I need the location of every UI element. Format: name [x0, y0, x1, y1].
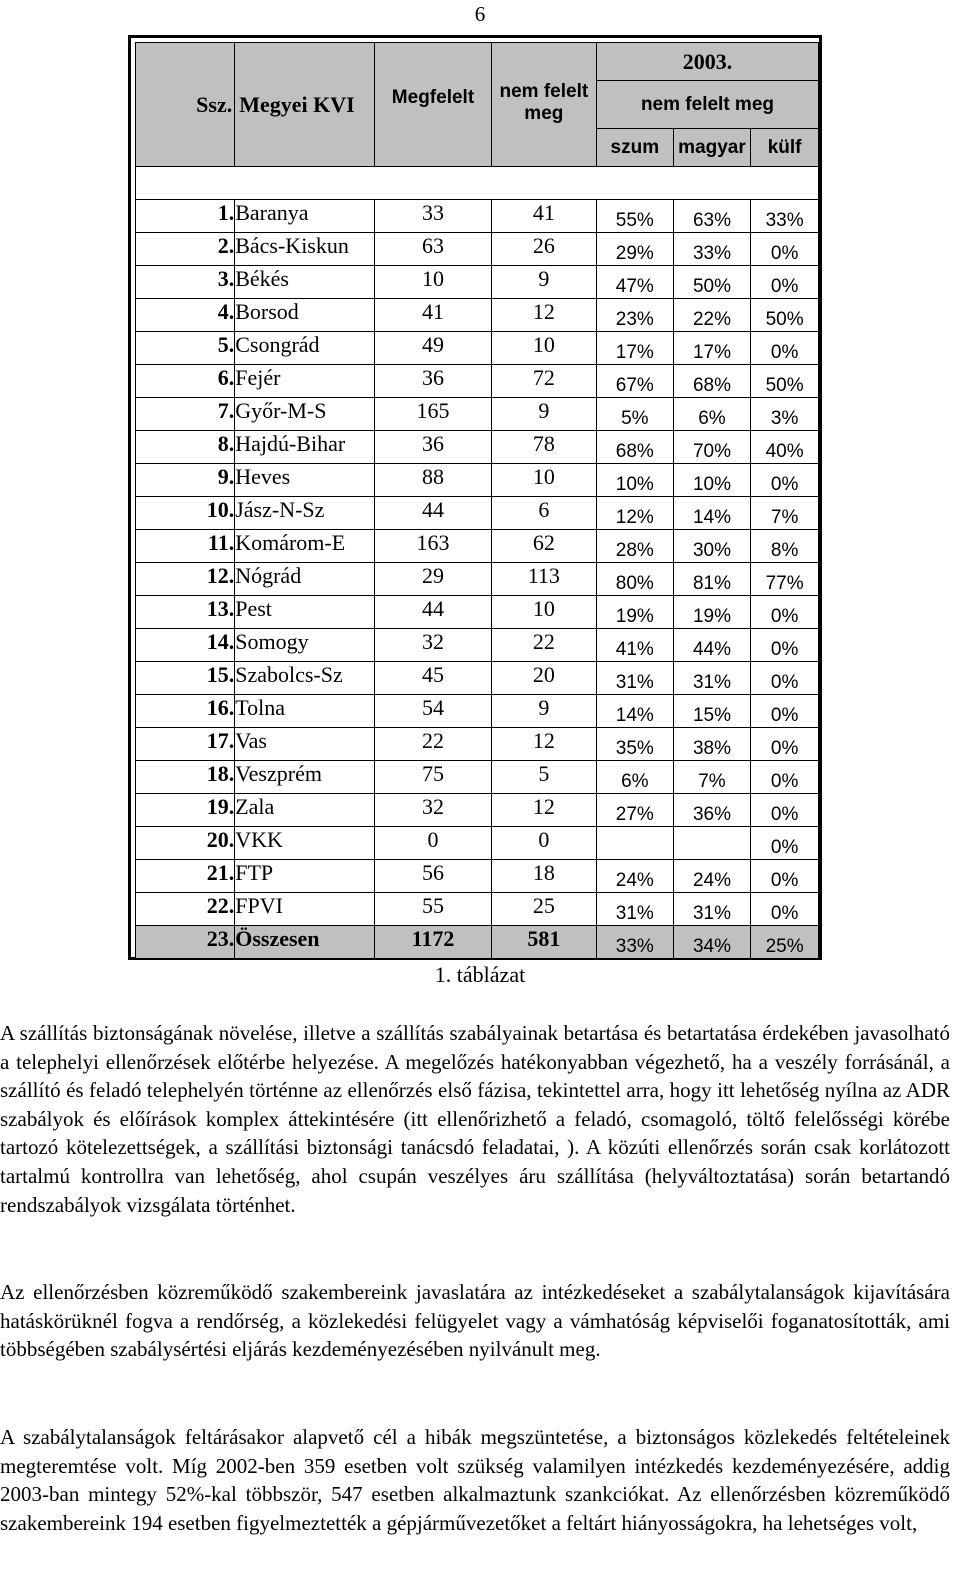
- nem-felelt-meg-value: 78: [491, 431, 596, 464]
- row-number: 21.: [136, 860, 235, 893]
- szum-pct: 31%: [596, 662, 673, 695]
- magyar-pct: 70%: [673, 431, 751, 464]
- megfelelt-value: 32: [375, 794, 491, 827]
- kulf-pct: 3%: [751, 398, 819, 431]
- szum-pct: 41%: [596, 629, 673, 662]
- table-row: [136, 365, 819, 398]
- nem-felelt-meg-value: 581: [491, 926, 596, 959]
- megfelelt-value: 44: [375, 497, 491, 530]
- county-name: Heves: [235, 464, 375, 497]
- table-row: [136, 827, 819, 860]
- magyar-pct: 50%: [673, 266, 751, 299]
- magyar-pct: 44%: [673, 629, 751, 662]
- megfelelt-value: 56: [375, 860, 491, 893]
- nem-felelt-meg-value: 72: [491, 365, 596, 398]
- row-number: 20.: [136, 827, 235, 860]
- header-magyar: magyar: [673, 129, 751, 167]
- megfelelt-value: 29: [375, 563, 491, 596]
- table-row: [136, 299, 819, 332]
- table-row: [136, 431, 819, 464]
- county-name: FPVI: [235, 893, 375, 926]
- row-number: 18.: [136, 761, 235, 794]
- table-caption: 1. táblázat: [434, 962, 526, 987]
- szum-pct: 67%: [596, 365, 673, 398]
- szum-pct: 35%: [596, 728, 673, 761]
- nem-felelt-meg-value: 113: [491, 563, 596, 596]
- row-number: 6.: [136, 365, 235, 398]
- megfelelt-value: 1172: [375, 926, 491, 959]
- kulf-pct: 77%: [751, 563, 819, 596]
- nem-felelt-meg-value: 9: [491, 695, 596, 728]
- row-number: 15.: [136, 662, 235, 695]
- szum-pct: 27%: [596, 794, 673, 827]
- szum-pct: 23%: [596, 299, 673, 332]
- magyar-pct: 34%: [673, 926, 751, 959]
- megfelelt-value: 33: [375, 200, 491, 233]
- row-number: 17.: [136, 728, 235, 761]
- szum-pct: 33%: [596, 926, 673, 959]
- county-name: Összesen: [235, 926, 375, 959]
- szum-pct: 55%: [596, 200, 673, 233]
- header-year: 2003.: [596, 43, 818, 81]
- row-number: 9.: [136, 464, 235, 497]
- county-name: Csongrád: [235, 332, 375, 365]
- megfelelt-value: 0: [375, 827, 491, 860]
- county-name: Győr-M-S: [235, 398, 375, 431]
- header-nem-felelt-meg: nem felelt meg: [491, 81, 596, 167]
- kulf-pct: 0%: [751, 794, 819, 827]
- table-row: [136, 860, 819, 893]
- szum-pct: 47%: [596, 266, 673, 299]
- table-row: [136, 464, 819, 497]
- table-row: [136, 695, 819, 728]
- megfelelt-value: 41: [375, 299, 491, 332]
- county-name: Tolna: [235, 695, 375, 728]
- county-name: Borsod: [235, 299, 375, 332]
- nem-felelt-meg-value: 9: [491, 398, 596, 431]
- megfelelt-value: 36: [375, 431, 491, 464]
- paragraph-2: Az ellenőrzésben közreműködő szakembereink javaslatára az intézkedéseket a szabálytalanságok kijavítására hatáskörüknél fogva a rendőrség, a közlekedési felügyelet vagy a vámhatóság képviselői foganatosították, ami többségében szabálysértési eljárás kezdeményezésében nyilvánult meg.: [0, 1280, 950, 1362]
- table-row: [136, 926, 819, 959]
- nem-felelt-meg-value: 18: [491, 860, 596, 893]
- table-row: [136, 332, 819, 365]
- magyar-pct: 10%: [673, 464, 751, 497]
- magyar-pct: 17%: [673, 332, 751, 365]
- szum-pct: 29%: [596, 233, 673, 266]
- kulf-pct: 0%: [751, 596, 819, 629]
- kulf-pct: 0%: [751, 893, 819, 926]
- table-row: [136, 596, 819, 629]
- szum-pct: [596, 827, 673, 860]
- magyar-pct: 15%: [673, 695, 751, 728]
- megfelelt-value: 32: [375, 629, 491, 662]
- szum-pct: 31%: [596, 893, 673, 926]
- nem-felelt-meg-value: 12: [491, 299, 596, 332]
- megfelelt-value: 49: [375, 332, 491, 365]
- county-name: Nógrád: [235, 563, 375, 596]
- table-row: [136, 728, 819, 761]
- megfelelt-value: 55: [375, 893, 491, 926]
- paragraph-1: A szállítás biztonságának növelése, illetve a szállítás szabályainak betartása és betartatása érdekében javasolható a telephelyi ellenőrzések előtérbe helyezése. A megelőzés hatékonyabban végezhető, ha a veszély forrásánál, a szállító és feladó telephelyén történne az ellenőrzés első fázisa, tekintettel arra, hogy itt lehetőség nyílna az ADR szabályok és előírások komplex áttekintésére (itt ellenőrizhető a feladó, csomagoló, töltő felelősségi körébe tartozó kötelezettségek, a szállítási biztonsági tanácsdó feladatai, ). A közúti ellenőrzés során csak korlátozott tartalmú kontrollra van lehetőség, ahol csupán veszélyes áru szállítása (helyváltoztatása) során betartandó rendszabályok vizsgálata történhet.: [0, 1021, 950, 1217]
- megfelelt-value: 75: [375, 761, 491, 794]
- nem-felelt-meg-value: 12: [491, 728, 596, 761]
- magyar-pct: 19%: [673, 596, 751, 629]
- county-name: Vas: [235, 728, 375, 761]
- magyar-pct: 31%: [673, 893, 751, 926]
- szum-pct: 14%: [596, 695, 673, 728]
- nem-felelt-meg-value: 6: [491, 497, 596, 530]
- kulf-pct: 25%: [751, 926, 819, 959]
- row-number: 11.: [136, 530, 235, 563]
- table-row: [136, 629, 819, 662]
- megfelelt-value: 163: [375, 530, 491, 563]
- magyar-pct: 81%: [673, 563, 751, 596]
- table-row: [136, 563, 819, 596]
- nem-felelt-meg-value: 12: [491, 794, 596, 827]
- county-name: Bács-Kiskun: [235, 233, 375, 266]
- kulf-pct: 0%: [751, 761, 819, 794]
- county-name: Komárom-E: [235, 530, 375, 563]
- magyar-pct: 63%: [673, 200, 751, 233]
- szum-pct: 80%: [596, 563, 673, 596]
- row-number: 1.: [136, 200, 235, 233]
- row-number: 5.: [136, 332, 235, 365]
- row-number: 14.: [136, 629, 235, 662]
- table-row: [136, 233, 819, 266]
- kulf-pct: 0%: [751, 662, 819, 695]
- county-name: Jász-N-Sz: [235, 497, 375, 530]
- table-row: [136, 893, 819, 926]
- header-szum: szum: [596, 129, 673, 167]
- szum-pct: 12%: [596, 497, 673, 530]
- kulf-pct: 50%: [751, 299, 819, 332]
- paragraph-3: A szabálytalanságok feltárásakor alapvető cél a hibák megszüntetése, a biztonságos közlekedés feltételeinek megteremtése volt. Míg 2002-ben 359 esetben volt szükség valamilyen intézkedés kezdeményezésére, addig 2003-ban mintegy 52%-kal többször, 547 esetben alkalmaztunk szankciókat. Az ellenőrzésben közreműködő szakembereink 194 esetben figyelmeztették a gépjárművezetőket a feltárt hiányosságokra, ha lehetséges volt,: [0, 1425, 950, 1535]
- nem-felelt-meg-value: 26: [491, 233, 596, 266]
- kulf-pct: 0%: [751, 728, 819, 761]
- county-name: Békés: [235, 266, 375, 299]
- magyar-pct: 68%: [673, 365, 751, 398]
- county-name: Zala: [235, 794, 375, 827]
- header-ssz: Ssz.: [136, 43, 235, 167]
- header-megfelelt: Megfelelt: [375, 81, 491, 167]
- nem-felelt-meg-value: 25: [491, 893, 596, 926]
- kulf-pct: 33%: [751, 200, 819, 233]
- county-name: Fejér: [235, 365, 375, 398]
- county-name: FTP: [235, 860, 375, 893]
- magyar-pct: 30%: [673, 530, 751, 563]
- szum-pct: 19%: [596, 596, 673, 629]
- table-row: [136, 794, 819, 827]
- results-table-grid: [135, 42, 819, 959]
- row-number: 16.: [136, 695, 235, 728]
- row-number: 3.: [136, 266, 235, 299]
- table-row: [136, 530, 819, 563]
- megfelelt-value: 88: [375, 464, 491, 497]
- county-name: Somogy: [235, 629, 375, 662]
- szum-pct: 28%: [596, 530, 673, 563]
- results-table: [128, 35, 822, 960]
- kulf-pct: 7%: [751, 497, 819, 530]
- megfelelt-value: 10: [375, 266, 491, 299]
- table-row: [136, 761, 819, 794]
- county-name: Hajdú-Bihar: [235, 431, 375, 464]
- row-number: 4.: [136, 299, 235, 332]
- magyar-pct: 22%: [673, 299, 751, 332]
- nem-felelt-meg-value: 22: [491, 629, 596, 662]
- kulf-pct: 0%: [751, 233, 819, 266]
- nem-felelt-meg-value: 20: [491, 662, 596, 695]
- table-row: [136, 662, 819, 695]
- row-number: 10.: [136, 497, 235, 530]
- szum-pct: 17%: [596, 332, 673, 365]
- szum-pct: 10%: [596, 464, 673, 497]
- kulf-pct: 0%: [751, 695, 819, 728]
- kulf-pct: 0%: [751, 266, 819, 299]
- nem-felelt-meg-value: 9: [491, 266, 596, 299]
- megfelelt-value: 165: [375, 398, 491, 431]
- szum-pct: 24%: [596, 860, 673, 893]
- row-number: 19.: [136, 794, 235, 827]
- megfelelt-value: 22: [375, 728, 491, 761]
- kulf-pct: 0%: [751, 827, 819, 860]
- magyar-pct: 38%: [673, 728, 751, 761]
- county-name: VKK: [235, 827, 375, 860]
- kulf-pct: 8%: [751, 530, 819, 563]
- header-nem-felelt-meg-group: nem felelt meg: [596, 81, 818, 129]
- szum-pct: 68%: [596, 431, 673, 464]
- header-megyei-kvi: Megyei KVI: [235, 43, 375, 167]
- table-row: [136, 266, 819, 299]
- szum-pct: 6%: [596, 761, 673, 794]
- nem-felelt-meg-value: 5: [491, 761, 596, 794]
- nem-felelt-meg-value: 10: [491, 464, 596, 497]
- magyar-pct: 6%: [673, 398, 751, 431]
- megfelelt-value: 45: [375, 662, 491, 695]
- county-name: Veszprém: [235, 761, 375, 794]
- page-number: 6: [474, 2, 486, 26]
- megfelelt-value: 63: [375, 233, 491, 266]
- nem-felelt-meg-value: 62: [491, 530, 596, 563]
- szum-pct: 5%: [596, 398, 673, 431]
- magyar-pct: 14%: [673, 497, 751, 530]
- nem-felelt-meg-value: 10: [491, 332, 596, 365]
- row-number: 2.: [136, 233, 235, 266]
- magyar-pct: [673, 827, 751, 860]
- county-name: Baranya: [235, 200, 375, 233]
- nem-felelt-meg-value: 0: [491, 827, 596, 860]
- nem-felelt-meg-value: 41: [491, 200, 596, 233]
- row-number: 13.: [136, 596, 235, 629]
- row-number: 22.: [136, 893, 235, 926]
- row-number: 7.: [136, 398, 235, 431]
- table-row: [136, 200, 819, 233]
- row-number: 8.: [136, 431, 235, 464]
- megfelelt-value: 44: [375, 596, 491, 629]
- header-kulf: külf: [751, 129, 819, 167]
- megfelelt-value: 54: [375, 695, 491, 728]
- megfelelt-value: 36: [375, 365, 491, 398]
- county-name: Szabolcs-Sz: [235, 662, 375, 695]
- table-row: [136, 398, 819, 431]
- magyar-pct: 36%: [673, 794, 751, 827]
- kulf-pct: 0%: [751, 464, 819, 497]
- kulf-pct: 50%: [751, 365, 819, 398]
- magyar-pct: 24%: [673, 860, 751, 893]
- kulf-pct: 0%: [751, 860, 819, 893]
- county-name: Pest: [235, 596, 375, 629]
- table-row: [136, 497, 819, 530]
- magyar-pct: 33%: [673, 233, 751, 266]
- row-number: 23.: [136, 926, 235, 959]
- magyar-pct: 7%: [673, 761, 751, 794]
- row-number: 12.: [136, 563, 235, 596]
- nem-felelt-meg-value: 10: [491, 596, 596, 629]
- kulf-pct: 0%: [751, 332, 819, 365]
- kulf-pct: 40%: [751, 431, 819, 464]
- magyar-pct: 31%: [673, 662, 751, 695]
- kulf-pct: 0%: [751, 629, 819, 662]
